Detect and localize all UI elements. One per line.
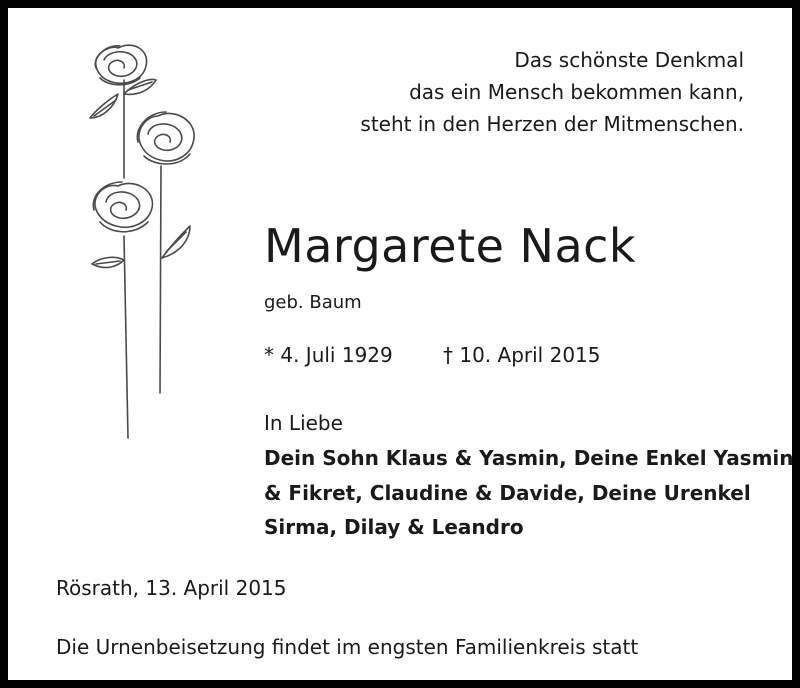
death-date: † 10. April 2015 (443, 343, 601, 367)
memorial-quote (360, 44, 744, 140)
quote-line: das ein Mensch bekommen kann, (409, 80, 744, 104)
deceased-name: Margarete Nack (264, 219, 637, 273)
burial-notice: Die Urnenbeisetzung findet im engsten Familienkreis statt (56, 635, 639, 659)
mourners-line: Sirma, Dilay & Leandro (264, 515, 524, 539)
quote-line: Das schönste Denkmal (514, 48, 744, 72)
rose-drawing-icon (78, 38, 208, 448)
quote-line: steht in den Herzen der Mitmenschen. (360, 112, 744, 136)
mourners-intro: In Liebe (264, 411, 343, 435)
place-date: Rösrath, 13. April 2015 (56, 576, 287, 600)
birth-date: * 4. Juli 1929 (264, 343, 393, 367)
mourners-line: & Fikret, Claudine & Davide, Deine Urenkel (264, 480, 751, 505)
mourners-line: Dein Sohn Klaus & Yasmin, Deine Enkel Yasmin (264, 446, 794, 470)
mourners-list (264, 441, 794, 545)
maiden-name: geb. Baum (264, 292, 362, 313)
